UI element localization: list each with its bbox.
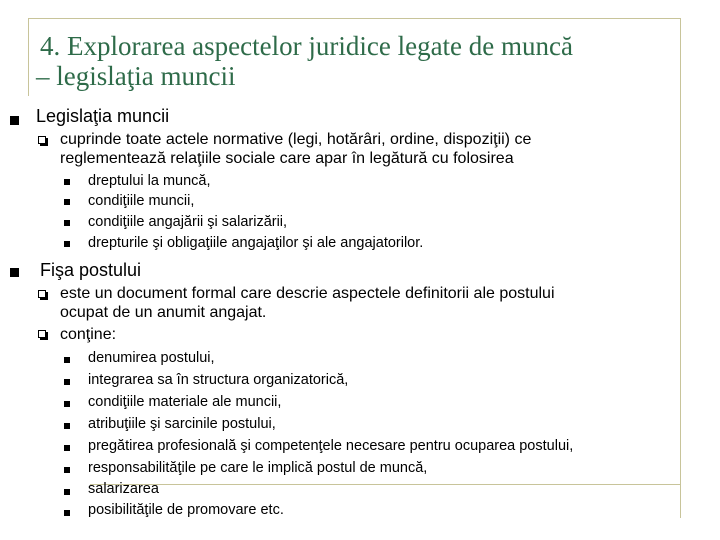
list-item: atribuţiile şi sarcinile postului, xyxy=(88,416,276,432)
frame-line-right xyxy=(680,18,681,518)
square-bullet-icon xyxy=(64,401,70,407)
section1-item-line1: cuprinde toate actele normative (legi, hotărâri, ordine, dispoziţii) ce xyxy=(60,131,532,148)
frame-line-top xyxy=(28,18,680,19)
slide-title xyxy=(36,24,680,98)
section-heading-legislatia: Legislaţia muncii xyxy=(36,106,170,126)
list-item: responsabilităţile pe care le implică postul de muncă, xyxy=(88,460,428,476)
list-item: denumirea postului, xyxy=(88,350,215,366)
list-item: condiţiile muncii, xyxy=(88,193,195,209)
list-item: integrarea sa în structura organizatorică, xyxy=(88,372,349,388)
frame-line-left xyxy=(28,18,29,96)
section2-item1-line1: este un document formal care descrie aspectele definitorii ale postului xyxy=(60,285,555,302)
list-item: condiţiile angajării şi salarizării, xyxy=(88,214,288,230)
section1-item-line2: reglementează relaţiile sociale care apar în legătură cu folosirea xyxy=(60,150,514,167)
list-item: posibilităţile de promovare etc. xyxy=(88,502,284,518)
square-bullet-icon xyxy=(64,467,70,473)
hollow-square-bullet-icon xyxy=(38,290,46,298)
hollow-square-bullet-icon xyxy=(38,136,46,144)
section-heading-fisa-postului: Fişa postului xyxy=(40,260,142,280)
square-bullet-icon xyxy=(64,241,70,247)
list-item: condiţiile materiale ale muncii, xyxy=(88,394,282,410)
frame-line-bottom xyxy=(90,484,680,485)
section2-item1-line2: ocupat de un anumit angajat. xyxy=(60,304,267,321)
slide-title-line1: 4. Explorarea aspectelor juridice legate de muncă xyxy=(40,31,573,61)
square-bullet-icon xyxy=(10,116,19,125)
square-bullet-icon xyxy=(64,357,70,363)
section2-item2-line1: conţine: xyxy=(60,326,117,343)
list-item: salarizarea xyxy=(88,481,159,497)
square-bullet-icon xyxy=(64,510,70,516)
list-item: pregătirea profesională şi competenţele necesare pentru ocuparea postului, xyxy=(88,438,574,454)
list-item: drepturile şi obligaţiile angajaţilor şi ale angajatorilor. xyxy=(88,235,424,251)
square-bullet-icon xyxy=(64,423,70,429)
slide-title-line2: – legislaţia muncii xyxy=(36,61,236,91)
square-bullet-icon xyxy=(64,199,70,205)
square-bullet-icon xyxy=(64,489,70,495)
square-bullet-icon xyxy=(64,379,70,385)
square-bullet-icon xyxy=(64,179,70,185)
list-item: dreptului la muncă, xyxy=(88,173,211,189)
square-bullet-icon xyxy=(64,220,70,226)
square-bullet-icon xyxy=(10,268,19,277)
hollow-square-bullet-icon xyxy=(38,330,46,338)
square-bullet-icon xyxy=(64,445,70,451)
